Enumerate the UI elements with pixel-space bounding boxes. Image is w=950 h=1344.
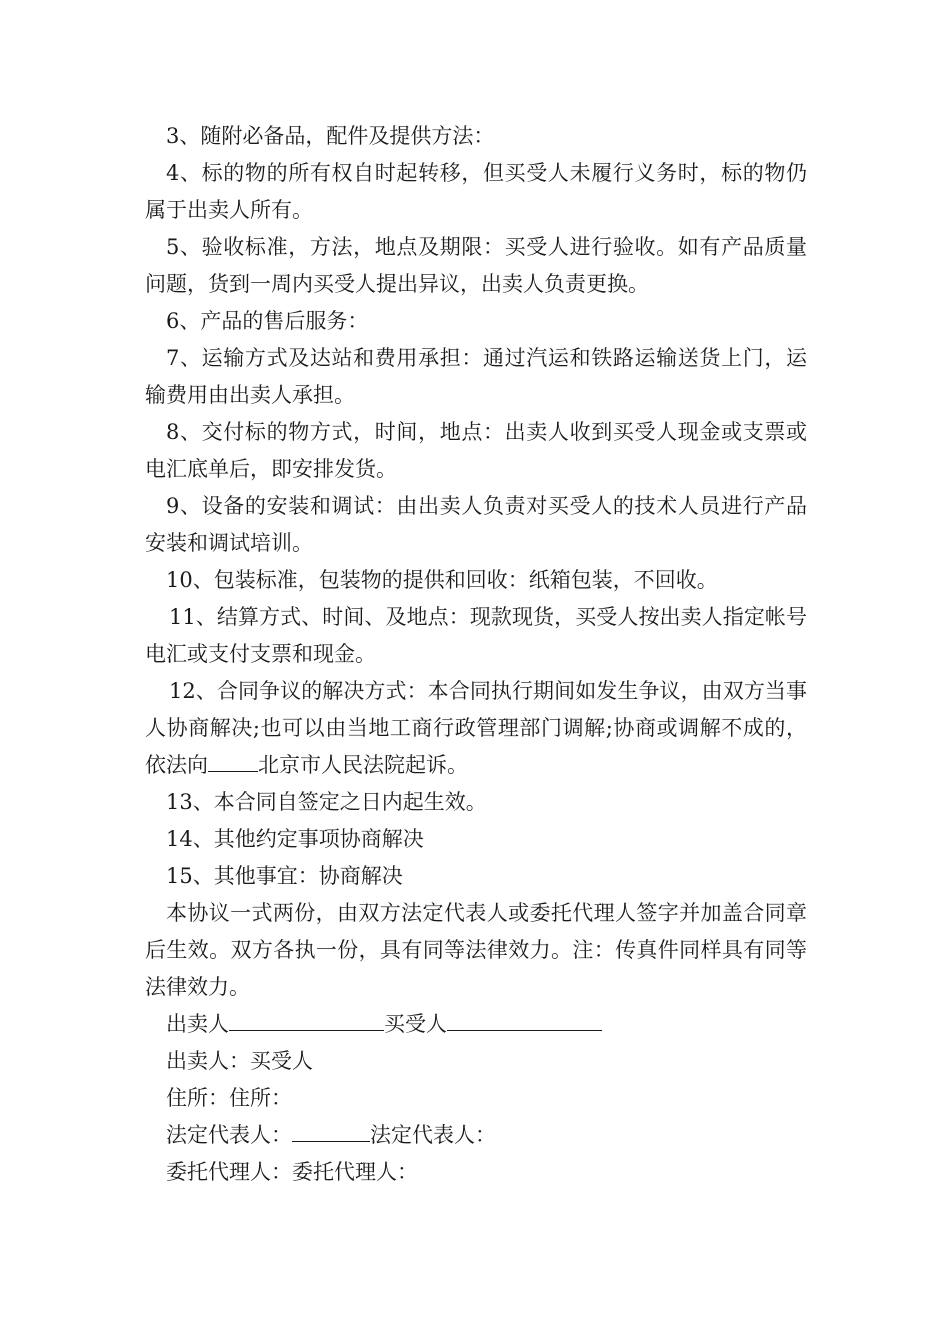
legal-rep-line xyxy=(145,1117,807,1154)
clause-10: 10、包装标准，包装物的提供和回收：纸箱包装，不回收。 xyxy=(166,568,718,592)
clause-15: 15、其他事宜：协商解决 xyxy=(166,864,403,888)
contract-body xyxy=(145,118,807,1191)
clause-14: 14、其他约定事项协商解决 xyxy=(166,827,424,851)
agent-line: 委托代理人：委托代理人： xyxy=(166,1160,418,1184)
clause-3: 3、随附必备品，配件及提供方法： xyxy=(166,124,495,148)
legal-rep-blank xyxy=(292,1119,370,1142)
clause-5: 5、验收标准，方法，地点及期限：买受人进行验收。如有产品质量问题，货到一周内买受人提出异议，出卖人负责更换。 xyxy=(145,235,807,296)
clause-13: 13、本合同自签定之日内起生效。 xyxy=(166,790,487,814)
clause-8: 8、交付标的物方式，时间，地点：出卖人收到买受人现金或支票或电汇底单后，即安排发货。 xyxy=(145,420,807,481)
closing-paragraph: 本协议一式两份，由双方法定代表人或委托代理人签字并加盖合同章后生效。双方各执一份，具有同等法律效力。注：传真件同样具有同等法律效力。 xyxy=(145,901,807,999)
clause-4: 4、标的物的所有权自时起转移，但买受人未履行义务时，标的物仍属于出卖人所有。 xyxy=(145,161,807,222)
court-blank xyxy=(208,749,258,772)
clause-12-text: 12、合同争议的解决方式：本合同执行期间如发生争议，由双方当事人协商解决;也可以由当地工商行政管理部门调解;协商或调解不成的，依法向 xyxy=(145,679,807,777)
clause-9: 9、设备的安装和调试：由出卖人负责对买受人的技术人员进行产品安装和调试培训。 xyxy=(145,494,807,555)
legal-rep-label: 法定代表人： xyxy=(166,1123,292,1147)
buyer-label: 买受人 xyxy=(384,1012,447,1036)
legal-rep-label-2: 法定代表人： xyxy=(370,1123,496,1147)
seller-label: 出卖人 xyxy=(166,1012,229,1036)
buyer-signature-blank xyxy=(447,1008,602,1031)
clause-7: 7、运输方式及达站和费用承担：通过汽运和铁路运输送货上门，运输费用由出卖人承担。 xyxy=(145,346,807,407)
clause-6: 6、产品的售后服务： xyxy=(166,309,369,333)
clause-12 xyxy=(145,673,807,784)
clause-11: 11、结算方式、时间、及地点：现款现货，买受人按出卖人指定帐号电汇或支付支票和现金。 xyxy=(145,605,807,666)
parties-line: 出卖人：买受人 xyxy=(166,1049,313,1073)
seller-signature-blank xyxy=(229,1008,384,1031)
address-line: 住所：住所： xyxy=(166,1086,292,1110)
clause-12-court: 北京市人民法院起诉。 xyxy=(258,753,468,777)
signature-line xyxy=(145,1006,807,1043)
